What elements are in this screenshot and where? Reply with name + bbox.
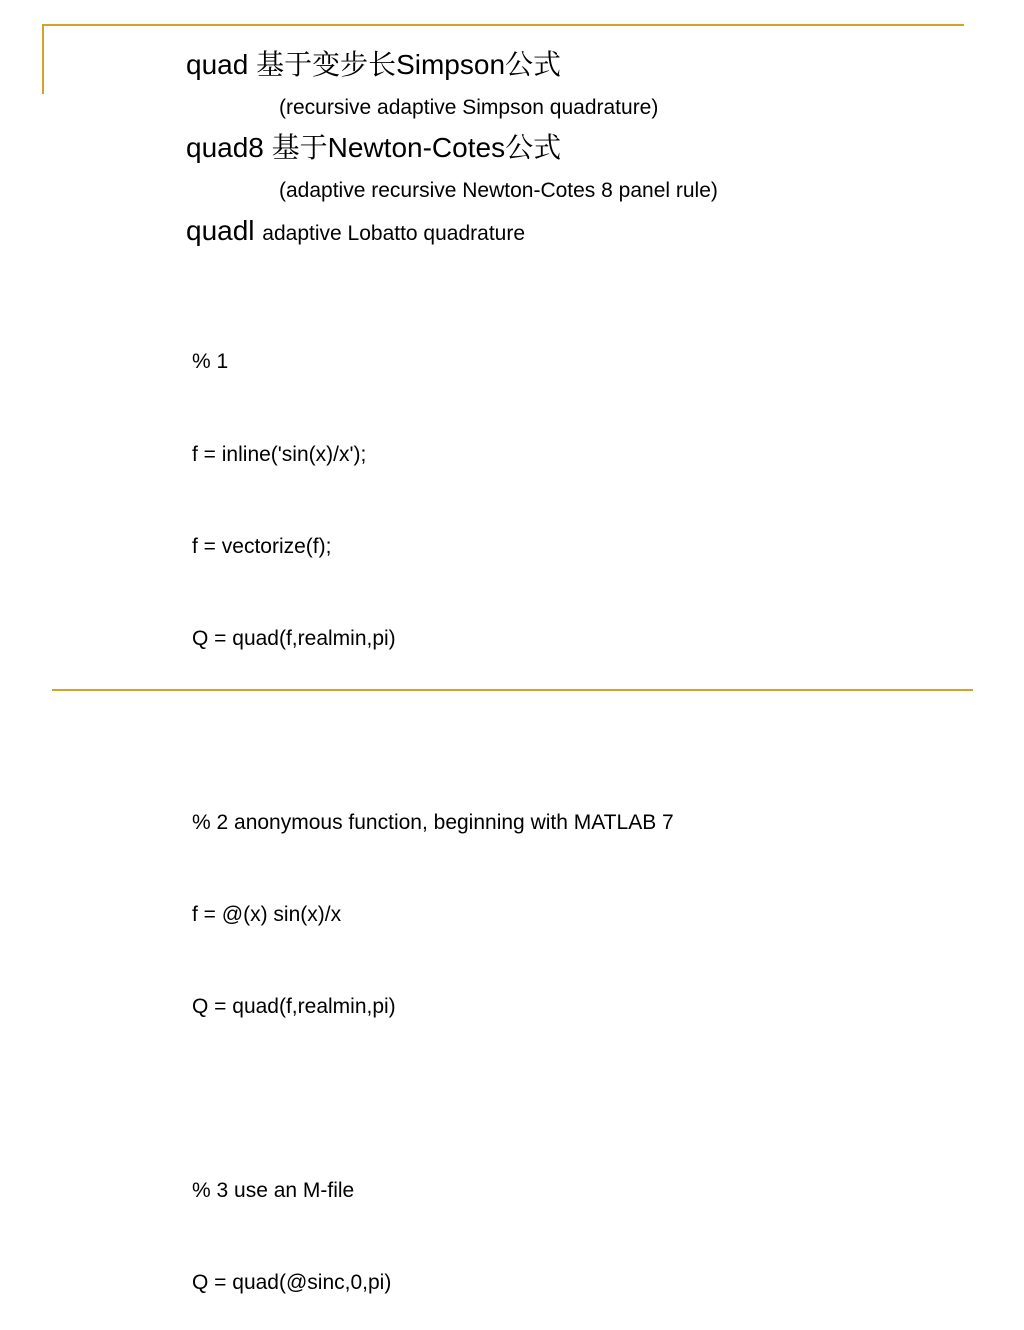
code-line: Q = quad(f,realmin,pi) — [192, 626, 396, 650]
quadl-heading — [186, 214, 525, 251]
quad-heading — [186, 48, 561, 82]
quad8-note: (adaptive recursive Newton-Cotes 8 panel rule) — [279, 179, 718, 202]
code-line: Q = quad(f,realmin,pi) — [192, 995, 396, 1019]
code-line: f = inline('sin(x)/x'); — [192, 442, 367, 466]
top-rule — [42, 24, 964, 26]
code-line: % 1 — [192, 350, 229, 374]
left-rule — [42, 24, 44, 94]
quadl-function-name: quadl — [186, 215, 255, 246]
code-line: % 3 use an M-file — [192, 1179, 355, 1203]
quad8-description: 基于Newton-Cotes公式 — [271, 132, 562, 163]
code-line — [192, 716, 674, 747]
quad8-function-name: quad8 — [186, 132, 264, 163]
quadl-description: adaptive Lobatto quadrature — [262, 222, 526, 245]
code-line: % 2 anonymous function, beginning with MATLAB 7 — [192, 810, 674, 834]
code-line: f = vectorize(f); — [192, 534, 332, 558]
quad-function-name: quad — [186, 49, 249, 80]
quad-description: 基于变步长Simpson公式 — [256, 49, 562, 80]
quad8-heading — [186, 131, 561, 165]
code-line: f = @(x) sin(x)/x — [192, 902, 342, 926]
code-line — [192, 1084, 674, 1115]
code-line: Q = quad(@sinc,0,pi) — [192, 1271, 392, 1295]
quad-note: (recursive adaptive Simpson quadrature) — [279, 96, 659, 119]
matlab-code-block — [192, 286, 674, 1330]
